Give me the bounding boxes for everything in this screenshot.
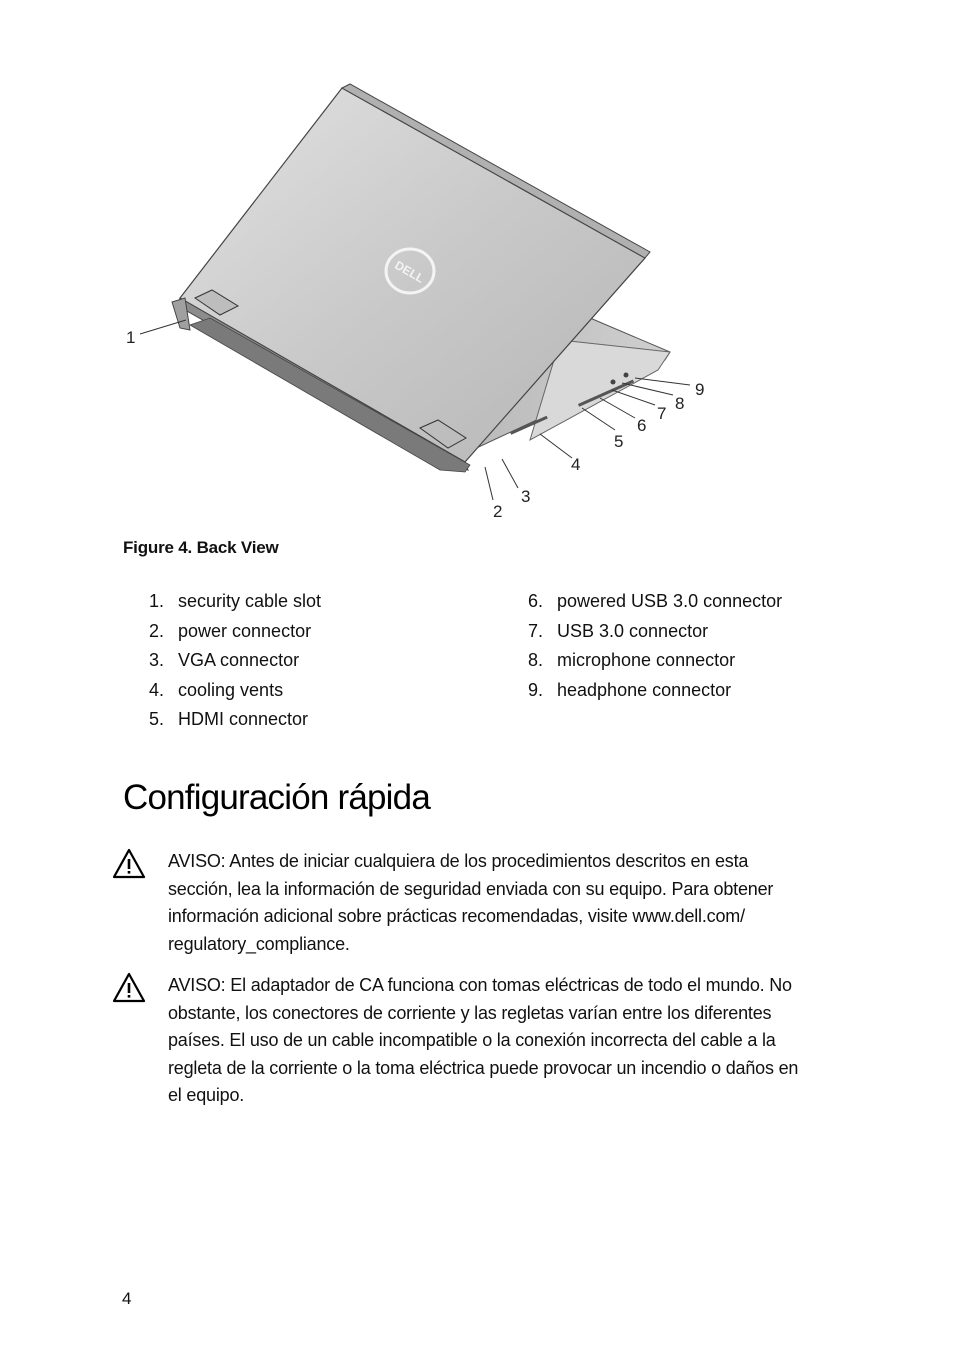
laptop-illustration	[110, 70, 730, 530]
laptop-back-view-figure	[110, 70, 730, 530]
legend-item: 4. cooling vents	[148, 679, 284, 700]
legend-item: 5. HDMI connector	[148, 709, 309, 730]
warning-block	[112, 848, 852, 960]
legend-item: 8. microphone connector	[527, 650, 736, 671]
callout-9: 9	[695, 380, 705, 399]
legend-item: 1. security cable slot	[148, 591, 322, 611]
callout-5: 5	[614, 432, 624, 451]
legend-item: 9. headphone connector	[527, 679, 732, 700]
legend-item: 6. powered USB 3.0 connector	[527, 591, 783, 611]
warning-triangle-icon	[112, 848, 146, 880]
section-title: Configuración rápida	[123, 778, 430, 817]
callout-2: 2	[493, 502, 503, 521]
legend-right-column	[518, 587, 782, 705]
callout-4: 4	[571, 455, 581, 474]
callout-6: 6	[637, 416, 647, 435]
warning-block	[112, 972, 852, 1112]
legend-left-column	[139, 587, 321, 735]
legend-item: 2. power connector	[148, 620, 312, 641]
figure-caption: Figure 4. Back View	[123, 538, 279, 557]
callout-1: 1	[126, 328, 136, 347]
page-number: 4	[122, 1289, 132, 1308]
dell-logo-text: DELL	[392, 257, 427, 286]
warning-text: AVISO: Antes de iniciar cualquiera de los procedimientos descritos en esta sección, lea la información de seguridad enviada con su equipo. Para obtener información adicional sobre prácticas recomendadas, visite www.dell.com/ regulatory_compliance.	[168, 851, 774, 954]
warning-text: AVISO: El adaptador de CA funciona con tomas eléctricas de todo el mundo. No obstante, los conectores de corriente y las regletas varían entre los diferentes países. El uso de un cable incompatible o la conexión incorrecta del cable a la regleta de la corriente o la toma eléctrica puede provocar un incendio o daños en el equipo.	[168, 975, 799, 1105]
callout-8: 8	[675, 394, 685, 413]
warning-triangle-icon	[112, 972, 146, 1004]
callout-7: 7	[657, 404, 667, 423]
legend-item: 7. USB 3.0 connector	[527, 620, 709, 641]
callout-3: 3	[521, 487, 531, 506]
legend-item: 3. VGA connector	[148, 650, 300, 671]
